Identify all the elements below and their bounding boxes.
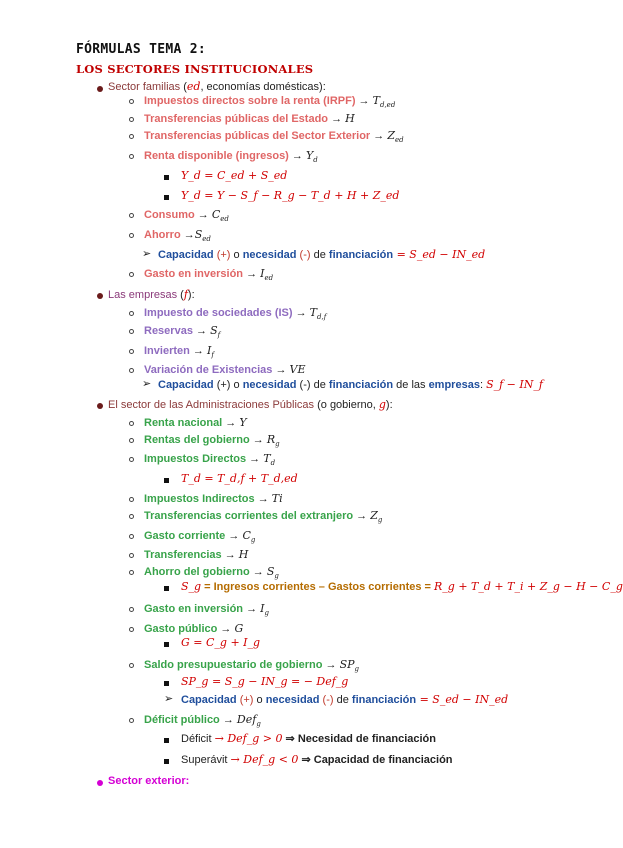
- gobierno-item-rentas: Rentas del gobierno → $R_g$: [144, 433, 280, 449]
- section-title: LOS SECTORES INSTITUCIONALES: [76, 62, 314, 76]
- bullet-circle: [129, 607, 134, 612]
- bullet-dot: [97, 780, 103, 786]
- gobierno-item-gasto-corriente: Gasto corriente → $C_g$: [144, 529, 256, 545]
- empresas-item-reservas: Reservas → $S_f$: [144, 324, 221, 340]
- bullet-dot: [97, 293, 103, 299]
- bullet-square: [164, 738, 169, 743]
- familias-item-irpf: Impuestos directos sobre la renta (IRPF) → $T_{d,ed}$: [144, 94, 396, 110]
- gobierno-gasto-publico: Gasto público → G: [144, 622, 244, 635]
- bullet-square: [164, 759, 169, 764]
- gobierno-item-transferencias: Transferencias → H: [144, 548, 249, 561]
- bullet-circle: [129, 421, 134, 426]
- gobierno-inversion: Gasto en inversión → $I_g$: [144, 602, 269, 618]
- empresas-capacidad: Capacidad (+) o necesidad (-) de financiación de las empresas: S_f − IN_f: [158, 378, 543, 391]
- deficit-item: Déficit → Def_g > 0 ⇒ Necesidad de financiación: [181, 732, 436, 745]
- gobierno-item-indirectos: Impuestos Indirectos → Ti: [144, 492, 283, 505]
- familias-inversion: Gasto en inversión → $I_{ed}$: [144, 267, 274, 283]
- bullet-circle: [129, 134, 134, 139]
- bullet-circle: [129, 718, 134, 723]
- familias-ahorro: Ahorro $\to S_{ed}$: [144, 228, 211, 244]
- bullet-circle: [129, 438, 134, 443]
- bullet-square: [164, 478, 169, 483]
- gobierno-item-directos: Impuestos Directos → $T_d$: [144, 452, 276, 468]
- bullet-dot: [97, 86, 103, 92]
- arrowhead-bullet-icon: ➢: [164, 692, 174, 705]
- bullet-circle: [129, 663, 134, 668]
- gobierno-heading: El sector de las Administraciones Públicas (o gobierno, g):: [108, 398, 393, 411]
- bullet-square: [164, 642, 169, 647]
- empresas-item-is: Impuesto de sociedades $(IS) \to T_{d,f}$: [144, 306, 327, 322]
- page-title: FÓRMULAS TEMA 2:: [76, 42, 207, 57]
- formula-g: G = C_g + I_g: [181, 636, 261, 649]
- formula-td: T_d = T_d,f + T_d,ed: [181, 472, 298, 485]
- gobierno-deficit: Déficit público → Def$_g$: [144, 713, 261, 729]
- familias-capacidad: Capacidad (+) o necesidad (-) de financiación = S_ed − IN_ed: [158, 248, 486, 261]
- bullet-circle: [129, 311, 134, 316]
- bullet-square: [164, 586, 169, 591]
- empresas-item-invierten: Invierten → $I_f$: [144, 344, 214, 360]
- bullet-circle: [129, 534, 134, 539]
- familias-heading: Sector familias (ed, economías domésticas):: [108, 80, 326, 93]
- bullet-circle: [129, 497, 134, 502]
- bullet-circle: [129, 117, 134, 122]
- bullet-circle: [129, 349, 134, 354]
- familias-item-exterior: Transferencias públicas del Sector Exterior → $Z_{ed}$: [144, 129, 404, 145]
- gobierno-item-transf-extranjero: Transferencias corrientes del extranjero → $Z_g$: [144, 509, 383, 525]
- gobierno-saldo: Saldo presupuestario de gobierno → $SP_g$: [144, 658, 360, 674]
- bullet-dot: [97, 403, 103, 409]
- formula-sg: S_g = Ingresos corrientes – Gastos corrientes = R_g + T_d + T_i + Z_g − H − C_g: [181, 580, 623, 593]
- formula-renta-2: Y_d = Y − S_f − R_g − T_d + H + Z_ed: [181, 189, 400, 202]
- familias-consumo: Consumo → $C_{ed}$: [144, 208, 229, 224]
- bullet-circle: [129, 213, 134, 218]
- arrowhead-bullet-icon: ➢: [142, 247, 152, 260]
- bullet-circle: [129, 514, 134, 519]
- bullet-circle: [129, 457, 134, 462]
- bullet-circle: [129, 154, 134, 159]
- bullet-square: [164, 681, 169, 686]
- formula-sp: SP_g = S_g − IN_g = − Def_g: [181, 675, 349, 688]
- bullet-circle: [129, 329, 134, 334]
- bullet-circle: [129, 627, 134, 632]
- formula-renta-1: Y_d = C_ed + S_ed: [181, 169, 288, 182]
- bullet-square: [164, 195, 169, 200]
- bullet-circle: [129, 99, 134, 104]
- bullet-circle: [129, 570, 134, 575]
- empresas-heading: Las empresas (f):: [108, 288, 195, 301]
- familias-item-estado: Transferencias públicas del Estado → H: [144, 112, 355, 125]
- familias-item-renta: Renta disponible (ingresos) → $Y_d$: [144, 149, 318, 165]
- arrowhead-bullet-icon: ➢: [142, 377, 152, 390]
- bullet-circle: [129, 233, 134, 238]
- bullet-square: [164, 175, 169, 180]
- bullet-circle: [129, 553, 134, 558]
- superavit-item: Superávit → Def_g < 0 ⇒ Capacidad de financiación: [181, 753, 453, 766]
- bullet-circle: [129, 368, 134, 373]
- gobierno-capacidad: Capacidad (+) o necesidad (-) de financiación = S_ed − IN_ed: [181, 693, 509, 706]
- empresas-item-ve: Variación de Existencias → VE: [144, 363, 306, 376]
- bullet-circle: [129, 272, 134, 277]
- exterior-heading: Sector exterior:: [108, 775, 190, 787]
- gobierno-item-renta-nacional: Renta nacional → Y: [144, 416, 247, 429]
- gobierno-item-ahorro: Ahorro del gobierno → $S_g$: [144, 565, 279, 581]
